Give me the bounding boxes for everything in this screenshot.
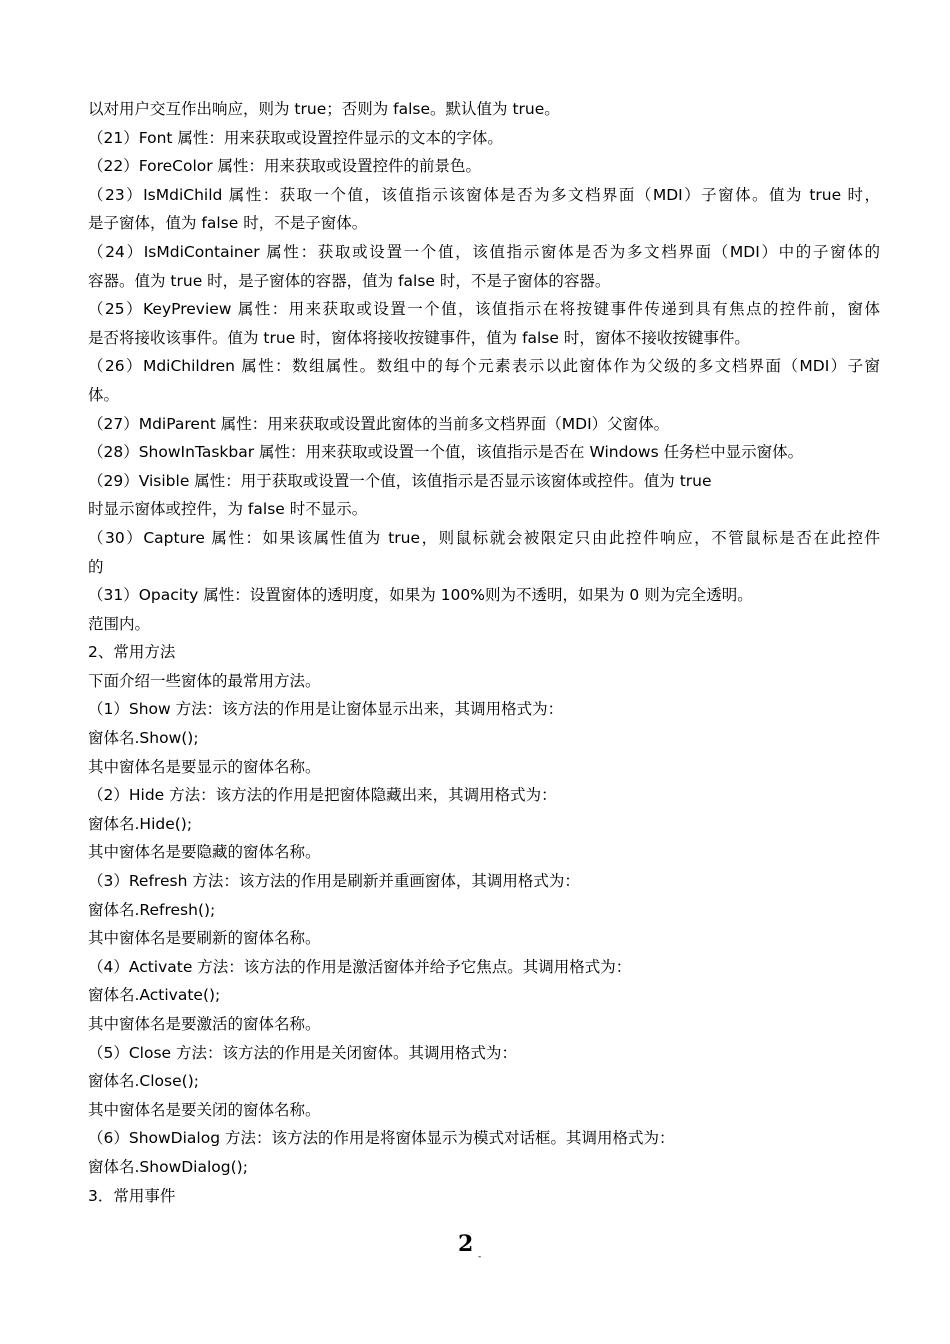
text-line: （29）Visible 属性：用于获取或设置一个值，该值指示是否显示该窗体或控件。值为 true (88, 471, 712, 490)
text-line: 其中窗体名是要刷新的窗体名称。 (88, 929, 321, 948)
text-line: （24）IsMdiContainer 属性：获取或设置一个值，该值指示窗体是否为多文档界面（MDI）中的子窗体的 (88, 242, 880, 261)
code-line: 窗体名.Activate(); (88, 986, 221, 1005)
code-line: 窗体名.Hide(); (88, 814, 193, 833)
text-line: （22）ForeColor 属性：用来获取或设置控件的前景色。 (88, 157, 482, 176)
method-heading: （6）ShowDialog 方法：该方法的作用是将窗体显示为模式对话框。其调用格式为： (88, 1129, 675, 1148)
text-line: 其中窗体名是要显示的窗体名称。 (88, 757, 321, 776)
code-line: 窗体名.Show(); (88, 729, 199, 748)
text-line: 范围内。 (88, 614, 151, 633)
text-line: 其中窗体名是要关闭的窗体名称。 (88, 1100, 321, 1119)
section-heading: 3．常用事件 (88, 1186, 176, 1205)
method-heading: （3）Refresh 方法：该方法的作用是刷新并重画窗体，其调用格式为： (88, 872, 580, 891)
code-line: 窗体名.Close(); (88, 1072, 199, 1091)
text-line: （28）ShowInTaskbar 属性：用来获取或设置一个值，该值指示是否在 Windows 任务栏中显示窗体。 (88, 443, 804, 462)
text-line: （30）Capture 属性：如果该属性值为 true，则鼠标就会被限定只由此控件响应，不管鼠标是否在此控件 (88, 528, 880, 547)
text-line: 以对用户交互作出响应，则为 true；否则为 false。默认值为 true。 (88, 100, 560, 118)
method-heading: （5）Close 方法：该方法的作用是关闭窗体。其调用格式为： (88, 1043, 518, 1062)
code-line: 窗体名.ShowDialog(); (88, 1157, 248, 1176)
text-line: 容器。值为 true 时，是子窗体的容器，值为 false 时，不是子窗体的容器。 (88, 271, 611, 290)
text-line: 体。 (88, 385, 120, 404)
text-line: 的 (88, 557, 104, 576)
text-line: （23）IsMdiChild 属性：获取一个值，该值指示该窗体是否为多文档界面（MDI）子窗体。值为 true 时， (88, 185, 880, 204)
code-line: 窗体名.Refresh(); (88, 900, 216, 919)
text-line: 是否将接收该事件。值为 true 时，窗体将接收按键事件，值为 false 时，窗体不接收按键事件。 (88, 328, 750, 347)
text-line: 其中窗体名是要激活的窗体名称。 (88, 1015, 321, 1033)
method-heading: （2）Hide 方法：该方法的作用是把窗体隐藏出来，其调用格式为： (88, 786, 557, 805)
text-line: （26）MdiChildren 属性：数组属性。数组中的每个元素表示以此窗体作为父级的多文档界面（MDI）子窗 (88, 357, 880, 376)
text-line: （25）KeyPreview 属性：用来获取或设置一个值，该值指示在将按键事件传递到具有焦点的控件前，窗体 (88, 300, 880, 319)
text-line: （27）MdiParent 属性：用来获取或设置此窗体的当前多文档界面（MDI）父窗体。 (88, 414, 670, 433)
text-line: 时显示窗体或控件，为 false 时不显示。 (88, 500, 368, 519)
document-body (88, 95, 880, 1210)
text-line: 下面介绍一些窗体的最常用方法。 (88, 671, 321, 690)
method-heading: （4）Activate 方法：该方法的作用是激活窗体并给予它焦点。其调用格式为： (88, 957, 632, 976)
method-heading: （1）Show 方法：该方法的作用是让窗体显示出来，其调用格式为： (88, 700, 564, 719)
page-number-mark: - (478, 1252, 482, 1262)
section-heading: 2、常用方法 (88, 643, 176, 662)
page-number: 2 (458, 1231, 474, 1257)
text-line: （31）Opacity 属性：设置窗体的透明度，如果为 100%则为不透明，如果为 0 则为完全透明。 (88, 586, 753, 605)
text-line: （21）Font 属性：用来获取或设置控件显示的文本的字体。 (88, 128, 503, 147)
text-line: 其中窗体名是要隐藏的窗体名称。 (88, 843, 321, 862)
text-line: 是子窗体，值为 false 时，不是子窗体。 (88, 214, 368, 233)
